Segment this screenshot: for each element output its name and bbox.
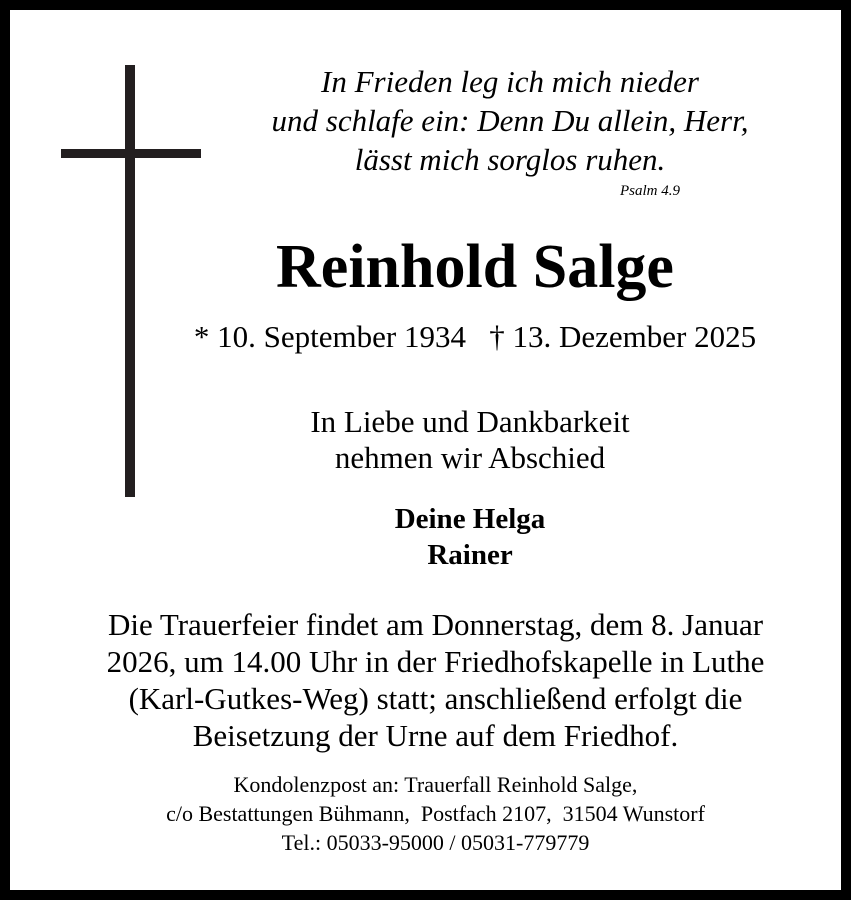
contact-phone: Tel.: 05033-95000 / 05031-779779: [281, 830, 590, 855]
service-line-2: 2026, um 14.00 Uhr in der Friedhofskapelle in Luthe: [106, 644, 765, 679]
farewell-line-2: nehmen wir Abschied: [334, 440, 606, 475]
service-line-4: Beisetzung der Urne auf dem Friedhof.: [192, 718, 679, 753]
mourners-list: [310, 501, 630, 573]
contact-line-2: c/o Bestattungen Bühmann, Postfach 2107, 31504 Wunstorf: [166, 801, 705, 826]
life-dates: * 10. September 1934 † 13. Dezember 2025: [193, 319, 757, 354]
service-line-1: Die Trauerfeier findet am Donnerstag, dem 8. Januar: [107, 607, 764, 642]
farewell-text: [260, 404, 680, 476]
cross-icon-vertical-beam: [125, 65, 135, 497]
psalm-reference: Psalm 4.9: [620, 183, 680, 199]
deceased-name: Reinhold Salge: [276, 233, 674, 301]
contact-line-1: Kondolenzpost an: Trauerfall Reinhold Salge,: [233, 772, 638, 797]
verse-line-2: und schlafe ein: Denn Du allein, Herr,: [271, 103, 749, 138]
verse-line-3: lässt mich sorglos ruhen.: [354, 142, 666, 177]
service-line-3: (Karl-Gutkes-Weg) statt; anschließend erfolgt die: [128, 681, 743, 716]
cross-icon-horizontal-beam: [61, 149, 201, 158]
psalm-verse: [210, 62, 810, 179]
condolence-contact: [40, 770, 831, 857]
verse-line-1: In Frieden leg ich mich nieder: [321, 64, 699, 99]
mourner-name: Rainer: [427, 539, 513, 571]
farewell-line-1: In Liebe und Dankbarkeit: [310, 404, 630, 439]
funeral-service-notice: [40, 606, 831, 754]
mourner-name: Deine Helga: [394, 503, 546, 535]
